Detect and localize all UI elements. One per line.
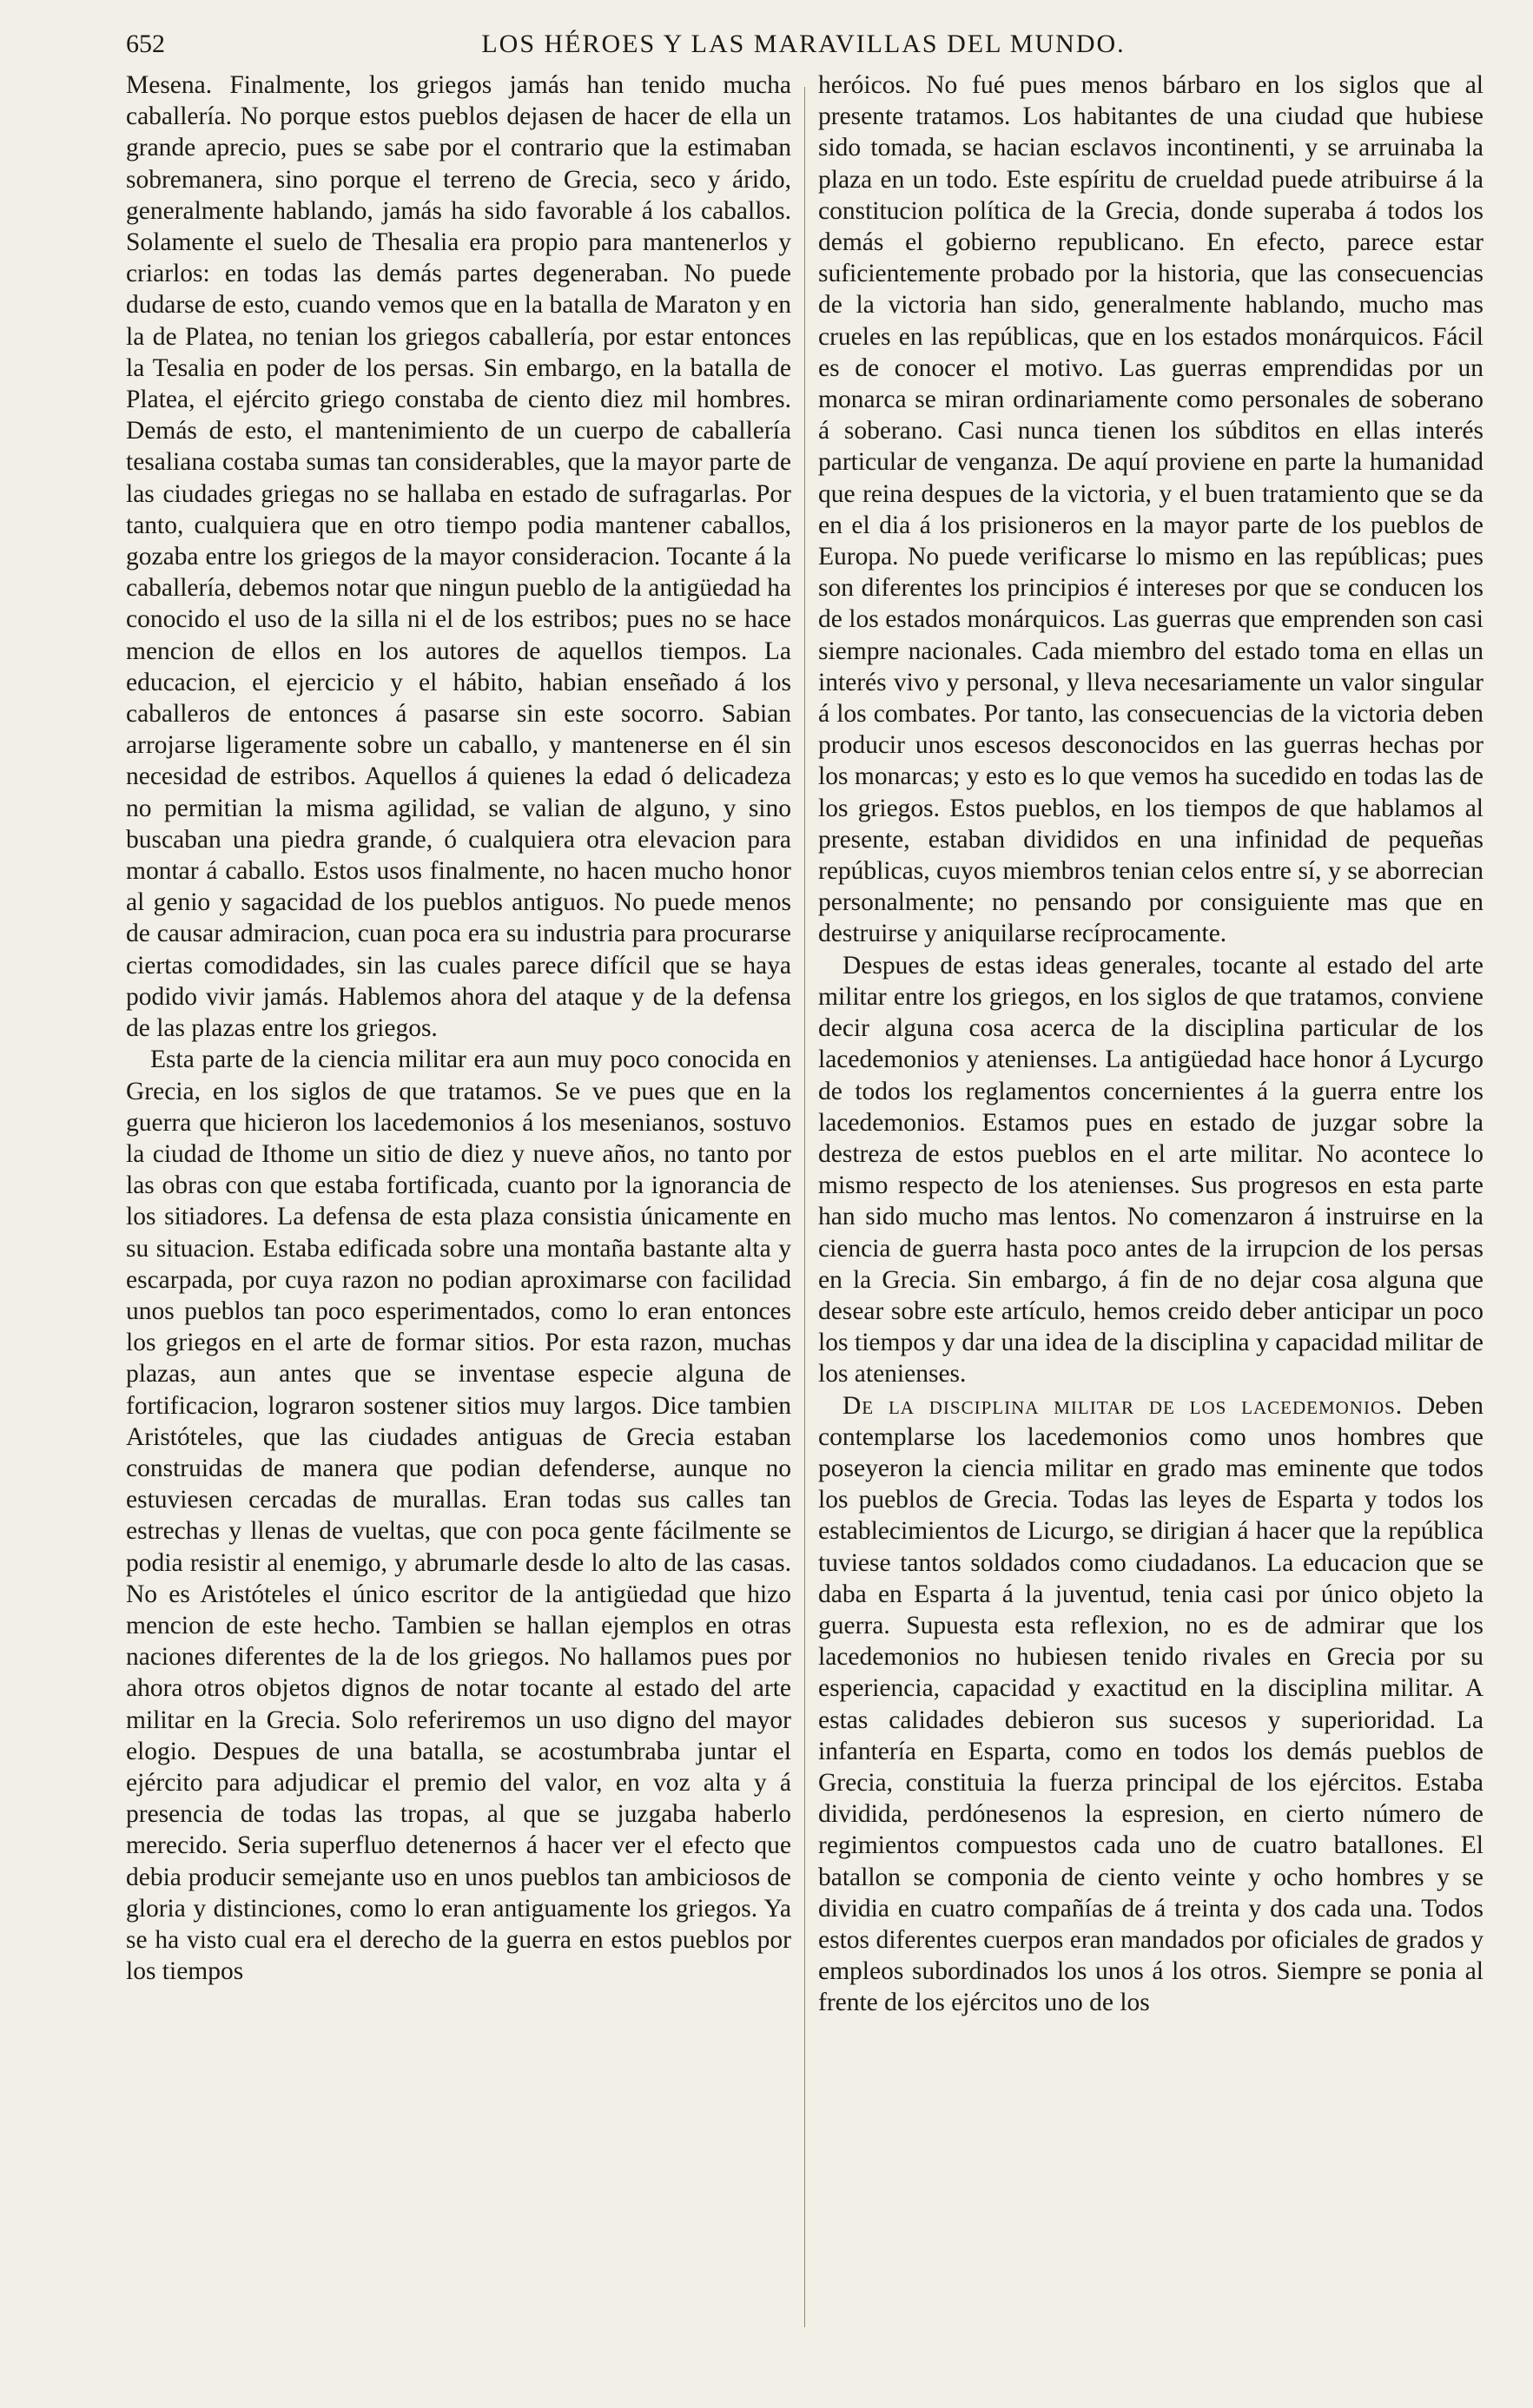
left-column	[126, 69, 791, 2345]
section-body: Deben contemplarse los lacedemonios como unos hombres que poseyeron la ciencia militar en grado mas eminente que todos los pueblos de Grecia. Todas las leyes de Esparta y todos los establecimientos de Licurgo, se dirigian á hacer que la república tuviese tantos soldados como ciudadanos. La educacion que se daba en Esparta á la juventud, tenia casi por único objeto la guerra. Supuesta esta reflexion, no es de admirar que los lacedemonios no hubiesen tenido rivales en Grecia por su esperiencia, capacidad y exactitud en la disciplina militar. A estas calidades debieron sus sucesos y superioridad. La infantería en Esparta, como en todos los demás pueblos de Grecia, constituia la fuerza principal de los ejércitos. Estaba dividida, perdónesenos la espresion, en cierto número de regimientos compuestos cada uno de cuatro batallones. El batallon se componia de ciento veinte y ocho hombres y se dividia en cuatro compañías de á treinta y dos cada una. Todos estos diferentes cuerpos eran mandados por oficiales de grados y empleos subordinados los unos á los otros. Siempre se ponia al frente de los ejércitos uno de los	[818, 1391, 1483, 2017]
left-paragraph-1: Mesena. Finalmente, los griegos jamás han tenido mucha caballería. No porque estos pueblos dejasen de hacer de ella un grande aprecio, pues se sabe por el contrario que la estimaban sobremanera, sino porque el terreno de Grecia, seco y árido, generalmente hablando, jamás ha sido favorable á los caballos. Solamente el suelo de Thesalia era propio para mantenerlos y criarlos: en todas las demás partes degeneraban. No puede dudarse de esto, cuando vemos que en la batalla de Maraton y en la de Platea, no tenian los griegos caballería, por estar entonces la Tesalia en poder de los persas. Sin embargo, en la batalla de Platea, el ejército griego constaba de ciento diez mil hombres. Demás de esto, el mantenimiento de un cuerpo de caballería tesaliana costaba sumas tan considerables, que la mayor parte de las ciudades griegas no se hallaba en estado de sufragarlas. Por tanto, cualquiera que en otro tiempo podia mantener caballos, gozaba entre los griegos de la mayor consideracion. Tocante á la caballería, debemos notar que ningun pueblo de la antigüedad ha conocido el uso de la silla ni el de los estribos; pues no se hace mencion de ellos en los autores de aquellos tiempos. La educacion, el ejercicio y el hábito, habian enseñado á los caballeros de entonces á pasarse sin este socorro. Sabian arrojarse ligeramente sobre un caballo, y mantenerse en él sin necesidad de estribos. Aquellos á quienes la edad ó delicadeza no permitian la misma agilidad, se valian de alguno, y sino buscaban una piedra grande, ó cualquiera otra elevacion para montar á caballo. Estos usos finalmente, no hacen mucho honor al genio y sagacidad de los pueblos antiguos. No puede menos de causar admiracion, cuan poca era su industria para procurarse ciertas comodidades, sin las cuales parece difícil que se haya podido vivir jamás. Hablemos ahora del ataque y de la defensa de las plazas entre los griegos.	[126, 71, 791, 1043]
right-paragraph-3	[818, 1390, 1483, 2019]
running-title: LOS HÉROES Y LAS MARAVILLAS DEL MUNDO.	[481, 30, 1126, 58]
right-paragraph-1: heróicos. No fué pues menos bárbaro en los siglos que al presente tratamos. Los habitantes de una ciudad que hubiese sido tomada, se hacian esclavos incontinenti, y se arruinaba la plaza en un todo. Este espíritu de crueldad puede atribuirse á la constitucion política de la Grecia, donde superaba á todos los demás el gobierno republicano. En efecto, parece estar suficientemente probado por la historia, que las consecuencias de la victoria han sido, generalmente hablando, mucho mas crueles en las repúblicas, que en los estados monárquicos. Fácil es de conocer el motivo. Las guerras emprendidas por un monarca se miran ordinariamente como personales de soberano á soberano. Casi nunca tienen los súbditos en ellas interés particular de venganza. De aquí proviene en parte la humanidad que reina despues de la victoria, y el buen tratamiento que se da en el dia á los prisioneros en la mayor parte de los pueblos de Europa. No puede verificarse lo mismo en las repúblicas; pues son diferentes los principios é intereses por que se conducen los de los estados monárquicos. Las guerras que emprenden son casi siempre nacionales. Cada miembro del estado toma en ellas un interés vivo y personal, y lleva necesariamente un valor singular á los combates. Por tanto, las consecuencias de la victoria deben producir unos escesos desconocidos en las guerras hechas por los monarcas; y esto es lo que vemos ha sucedido en todas las de los griegos. Estos pueblos, en los tiempos de que hablamos al presente, estaban divididos en una infinidad de pequeñas repúblicas, cuyos miembros tenian celos entre sí, y se aborrecian personalmente; no pensando por consiguiente mas que en destruirse y aniquilarse recíprocamente.	[818, 71, 1483, 948]
left-paragraph-2: Esta parte de la ciencia militar era aun muy poco conocida en Grecia, en los siglos de que tratamos. Se ve pues que en la guerra que hicieron los lacedemonios á los mesenianos, sostuvo la ciudad de Ithome un sitio de diez y nueve años, no tanto por las obras con que estaba fortificada, cuanto por la ignorancia de los sitiadores. La defensa de esta plaza consistia únicamente en su situacion. Estaba edificada sobre una montaña bastante alta y escarpada, por cuya razon no podian aproximarse con facilidad unos pueblos tan poco esperimentados, como lo eran entonces los griegos en el arte de formar sitios. Por esta razon, muchas plazas, aun antes que se inventase especie alguna de fortificacion, lograron sostener sitios muy largos. Dice tambien Aristóteles, que las ciudades antiguas de Grecia estaban construidas de manera que podian defenderse, aunque no estuviesen cercadas de murallas. Eran todas sus calles tan estrechas y llenas de vueltas, que con poca gente fácilmente se podia resistir al enemigo, y abrumarle desde lo alto de las casas. No es Aristóteles el único escritor de la antigüedad que hizo mencion de este hecho. Tambien se hallan ejemplos en otras naciones diferentes de la de los griegos. No hallamos pues por ahora otros objetos dignos de notar tocante al estado del arte militar en la Grecia. Solo referiremos un uso digno del mayor elogio. Despues de una batalla, se acostumbraba juntar el ejército para adjudicar el premio del valor, en voz alta y á presencia de todas las tropas, al que se juzgaba haberlo merecido. Seria superfluo detenernos á hacer ver el efecto que debia producir semejante uso en unos pueblos tan ambiciosos de gloria y distinciones, como lo eran antiguamente los griegos. Ya se ha visto cual era el derecho de la guerra en estos pueblos por los tiempos	[126, 1046, 791, 1986]
right-paragraph-2: Despues de estas ideas generales, tocante al estado del arte militar entre los griegos, en los siglos de que tratamos, conviene decir alguna cosa acerca de la disciplina particular de los lacedemonios y atenienses. La antigüedad hace honor á Lycurgo de todos los reglamentos concernientes á la guerra entre los lacedemonios. Estamos pues en estado de juzgar sobre la destreza de estos pueblos en el arte militar. No acontece lo mismo respecto de los atenienses. Sus progresos en esta parte han sido mucho mas lentos. No comenzaron á instruirse en la ciencia de guerra hasta poco antes de la irrupcion de los persas en la Grecia. Sin embargo, á fin de no dejar cosa alguna que desear sobre este artículo, hemos creido deber anticipar un poco los tiempos y dar una idea de la disciplina y capacidad militar de los atenienses.	[818, 951, 1483, 1389]
page-header	[126, 26, 1481, 68]
page-number: 652	[126, 30, 165, 58]
right-column	[818, 69, 1483, 2345]
column-divider	[804, 87, 805, 2327]
section-title: De la disciplina militar de los lacedemonios.	[842, 1391, 1404, 1420]
